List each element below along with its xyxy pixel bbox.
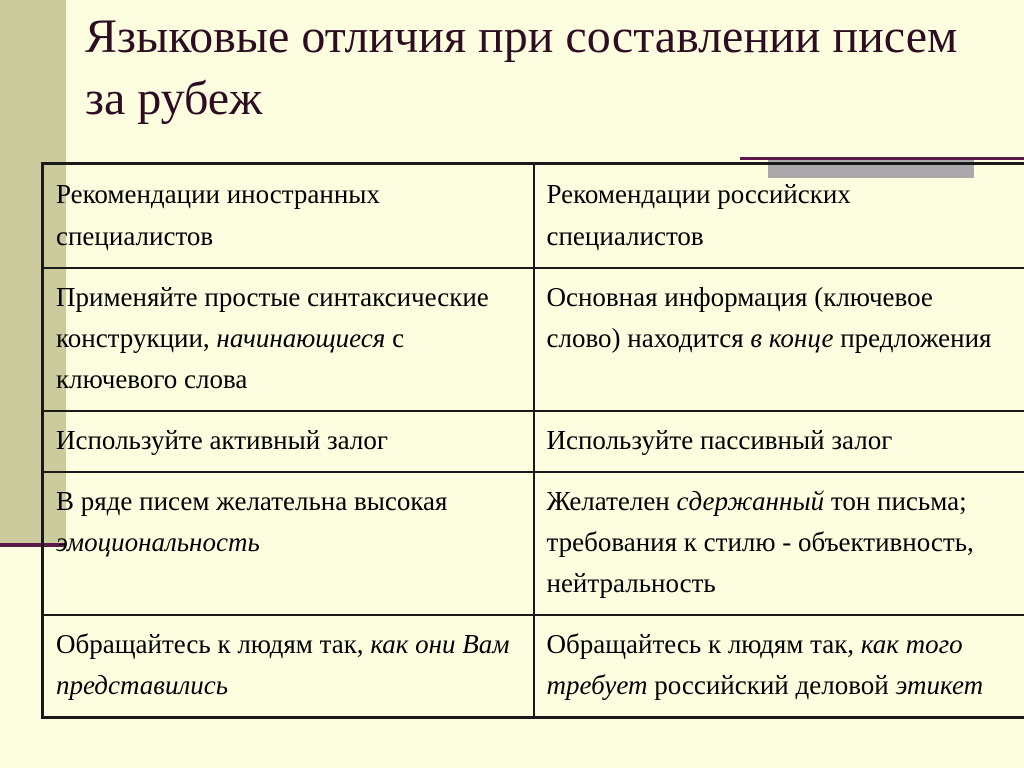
cell-russian: [534, 411, 1024, 472]
comparison-table-container: [41, 162, 1024, 719]
cell-text: В ряде писем желательна высокая: [56, 486, 448, 516]
cell-russian: [534, 472, 1024, 615]
cell-text: Используйте пассивный залог: [546, 425, 893, 455]
emphasis-text: сдержанный: [676, 486, 825, 516]
table-header-row: [43, 164, 1024, 269]
emphasis-text: в конце: [750, 323, 834, 353]
cell-text: российский деловой: [647, 670, 896, 700]
cell-text: тон письма; требования к стилю - объективность, нейтральность: [546, 486, 974, 598]
table-row: [43, 472, 1024, 615]
cell-russian: [534, 615, 1024, 718]
table-row: [43, 615, 1024, 718]
emphasis-text: как того требует: [546, 629, 963, 700]
cell-text: с ключевого слова: [56, 323, 405, 394]
cell-text: Используйте активный залог: [56, 425, 388, 455]
cell-text: Обращайтесь к людям так,: [56, 629, 371, 659]
cell-foreign: [43, 411, 534, 472]
header-foreign: Рекомендации иностранных специалистов: [43, 164, 534, 269]
cell-text: Обращайтесь к людям так,: [546, 629, 861, 659]
emphasis-text: как они Вам представились: [56, 629, 510, 700]
top-right-decor-line: [740, 157, 1024, 160]
cell-russian: [534, 268, 1024, 411]
comparison-table: [41, 162, 1024, 719]
cell-foreign: [43, 615, 534, 718]
header-russian: Рекомендации российских специалистов: [534, 164, 1024, 269]
table-row: [43, 268, 1024, 411]
slide-title: Языковые отличия при составлении писем за рубеж: [85, 10, 958, 125]
emphasis-text: начинающиеся: [216, 323, 386, 353]
cell-text: предложения: [833, 323, 992, 353]
cell-text: Желателен: [546, 486, 677, 516]
cell-foreign: [43, 472, 534, 615]
cell-foreign: [43, 268, 534, 411]
table-row: [43, 411, 1024, 472]
emphasis-text: этикет: [895, 670, 984, 700]
emphasis-text: эмоциональность: [56, 527, 260, 557]
cell-text: Основная информация (ключевое слово) находится: [546, 282, 933, 353]
cell-text: Применяйте простые синтаксические конструкции,: [56, 282, 489, 353]
